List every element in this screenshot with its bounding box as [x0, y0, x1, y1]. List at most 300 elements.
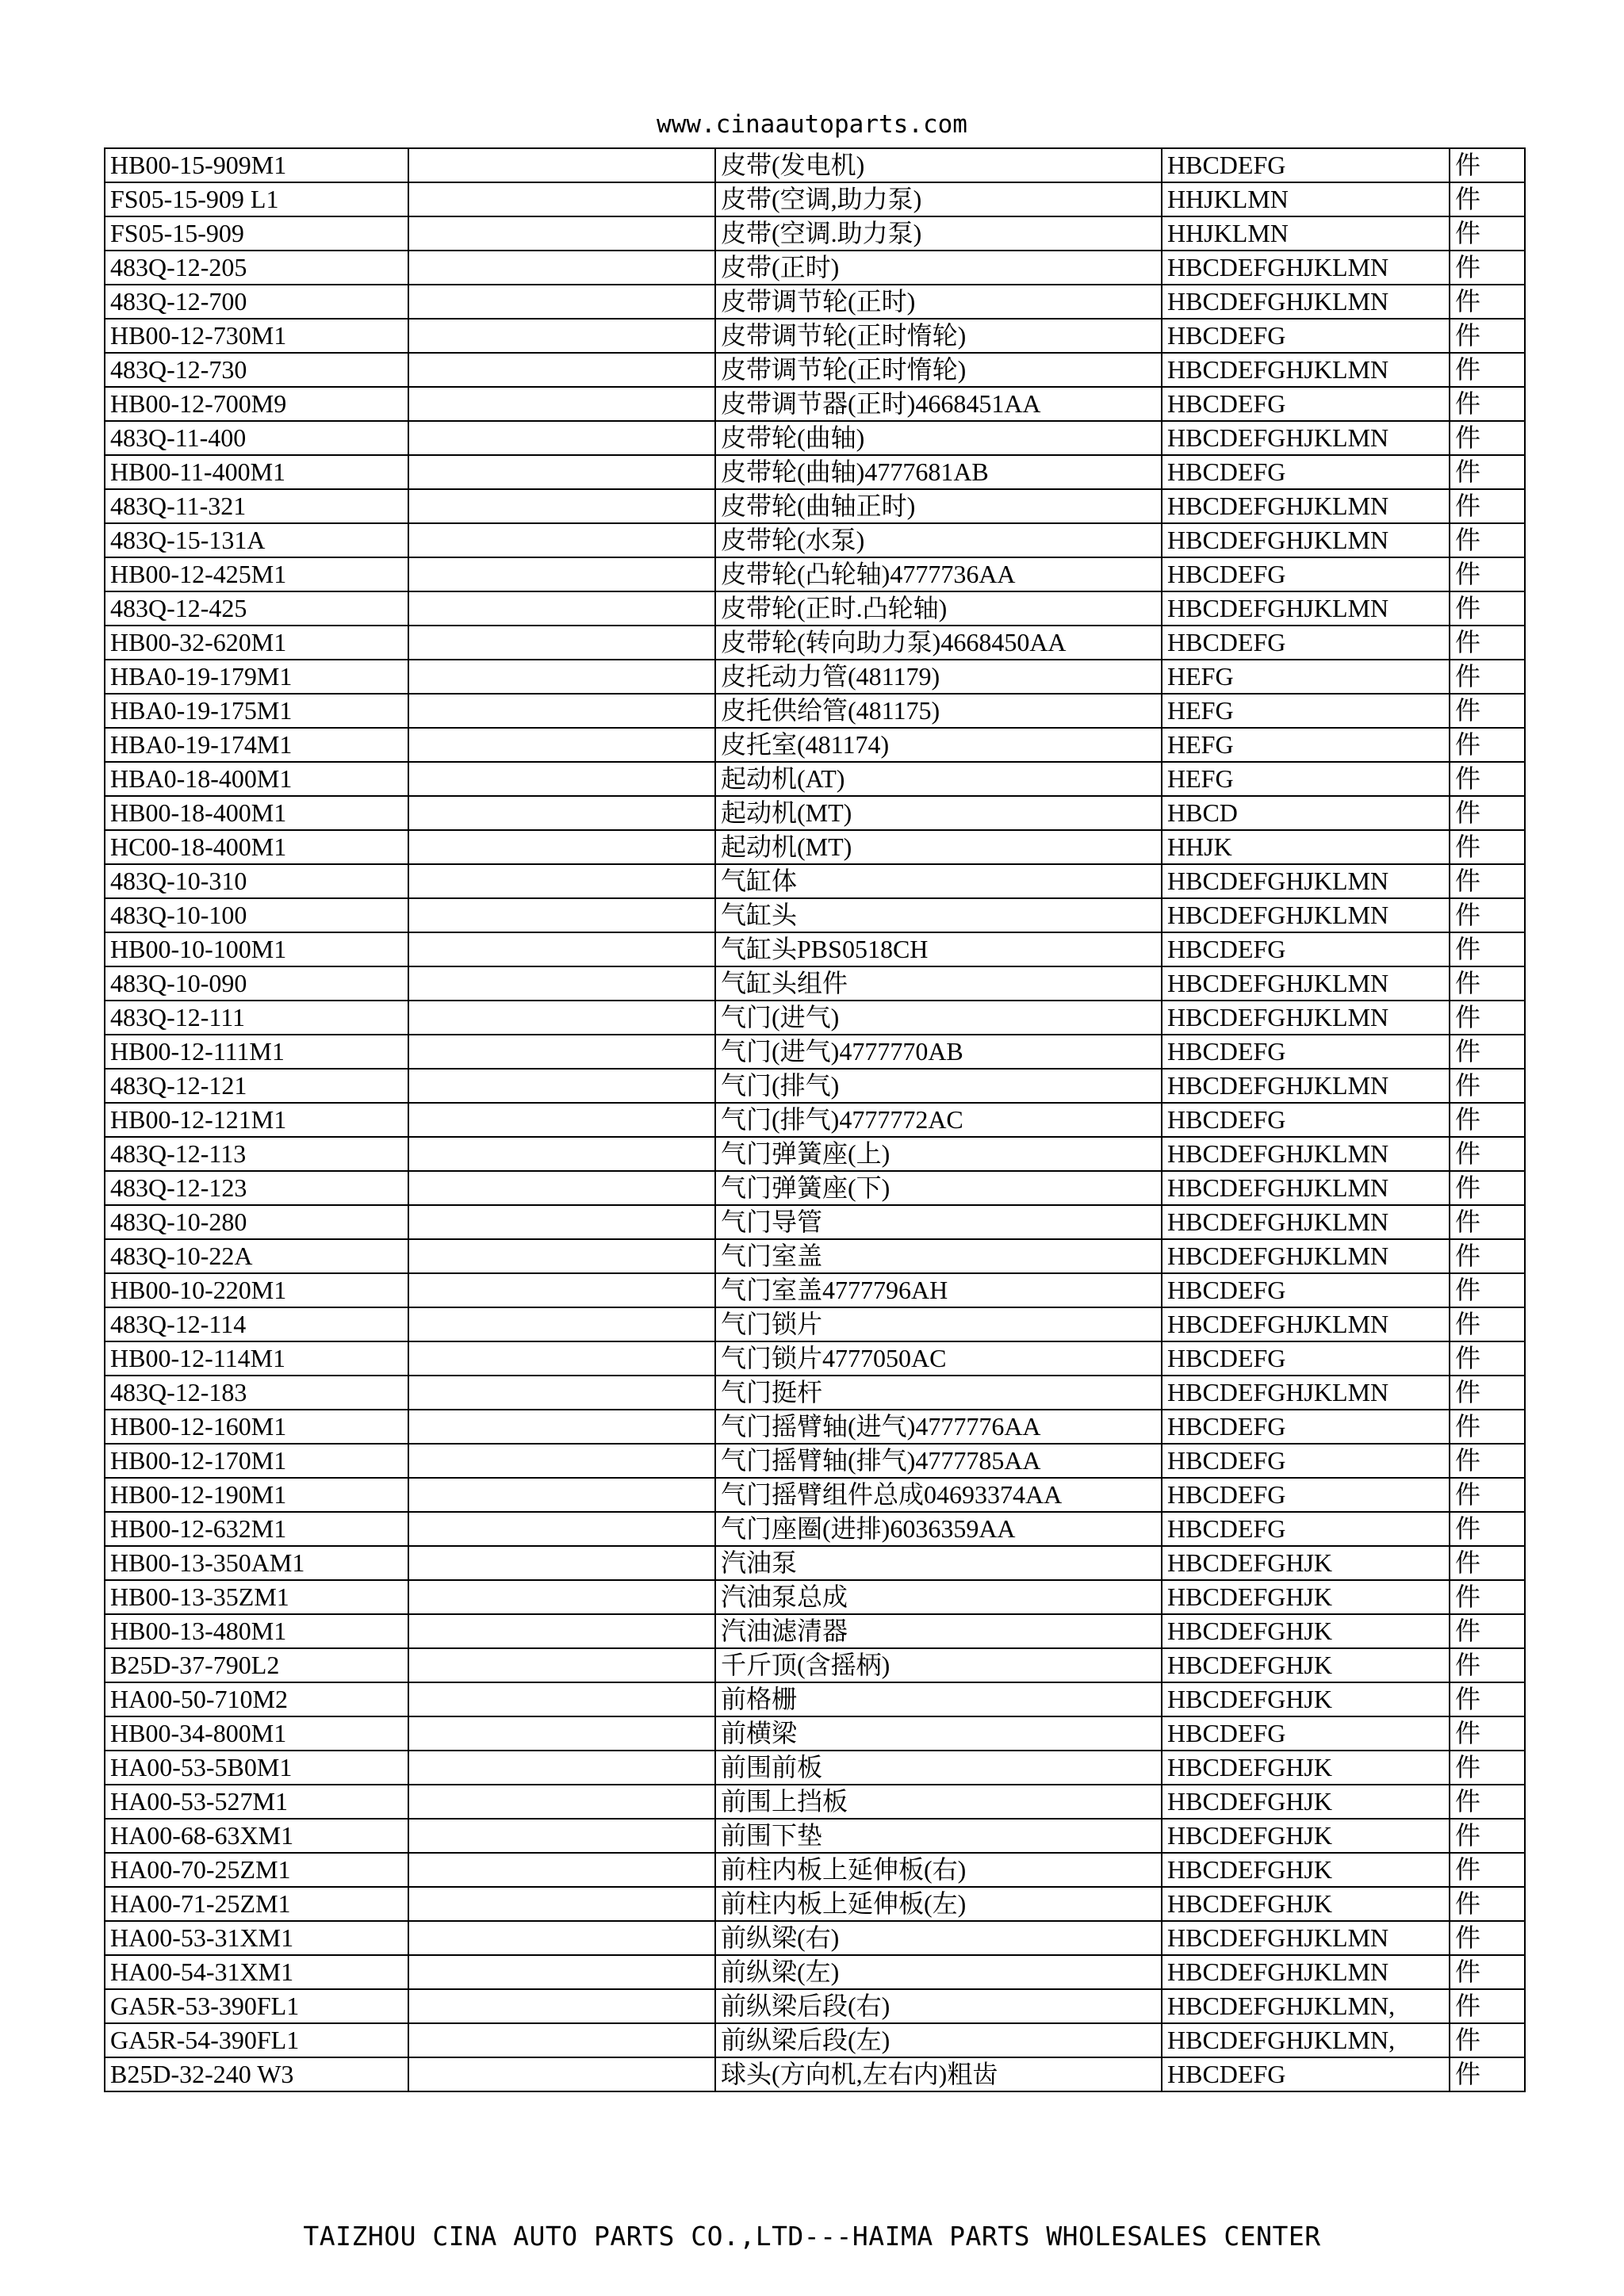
part-name-cell: 前纵梁(左)	[715, 1955, 1162, 1989]
model-code-cell: HBCDEFGHJKLMN	[1162, 353, 1450, 387]
unit-cell: 件	[1450, 216, 1525, 251]
unit-cell: 件	[1450, 251, 1525, 285]
table-row	[105, 1546, 1525, 1580]
part-number-cell: 483Q-10-100	[105, 898, 408, 932]
part-number-cell: 483Q-10-22A	[105, 1239, 408, 1273]
table-row	[105, 1137, 1525, 1171]
table-row	[105, 1512, 1525, 1546]
blank-cell	[408, 762, 715, 796]
model-code-cell: HEFG	[1162, 762, 1450, 796]
table-row	[105, 1444, 1525, 1478]
part-name-cell: 皮带轮(曲轴)	[715, 421, 1162, 455]
model-code-cell: HBCDEFGHJKLMN	[1162, 285, 1450, 319]
blank-cell	[408, 1001, 715, 1035]
blank-cell	[408, 966, 715, 1001]
table-row	[105, 796, 1525, 830]
model-code-cell: HHJKLMN	[1162, 182, 1450, 216]
blank-cell	[408, 1716, 715, 1751]
unit-cell: 件	[1450, 1682, 1525, 1716]
unit-cell: 件	[1450, 1512, 1525, 1546]
part-number-cell: B25D-37-790L2	[105, 1648, 408, 1682]
blank-cell	[408, 2023, 715, 2057]
part-number-cell: HB00-13-480M1	[105, 1614, 408, 1648]
part-name-cell: 前纵梁后段(右)	[715, 1989, 1162, 2023]
blank-cell	[408, 1069, 715, 1103]
part-number-cell: HB00-12-111M1	[105, 1035, 408, 1069]
table-row	[105, 1376, 1525, 1410]
unit-cell: 件	[1450, 148, 1525, 182]
model-code-cell: HBCDEFGHJKLMN	[1162, 251, 1450, 285]
part-name-cell: 气门室盖	[715, 1239, 1162, 1273]
blank-cell	[408, 1273, 715, 1307]
table-row	[105, 455, 1525, 489]
part-number-cell: 483Q-12-123	[105, 1171, 408, 1205]
model-code-cell: HBCDEFG	[1162, 387, 1450, 421]
page-footer: TAIZHOU CINA AUTO PARTS CO.,LTD---HAIMA PARTS WHOLESALES CENTER	[303, 2221, 1321, 2252]
blank-cell	[408, 216, 715, 251]
blank-cell	[408, 1307, 715, 1341]
part-number-cell: 483Q-12-121	[105, 1069, 408, 1103]
part-name-cell: 起动机(MT)	[715, 830, 1162, 864]
table-row	[105, 285, 1525, 319]
part-number-cell: HA00-53-31XM1	[105, 1921, 408, 1955]
blank-cell	[408, 1648, 715, 1682]
model-code-cell: HEFG	[1162, 660, 1450, 694]
part-name-cell: 前横梁	[715, 1716, 1162, 1751]
part-number-cell: 483Q-10-090	[105, 966, 408, 1001]
part-name-cell: 气门锁片	[715, 1307, 1162, 1341]
model-code-cell: HBCDEFG	[1162, 2057, 1450, 2091]
model-code-cell: HBCDEFGHJK	[1162, 1887, 1450, 1921]
model-code-cell: HHJK	[1162, 830, 1450, 864]
table-row	[105, 1239, 1525, 1273]
unit-cell: 件	[1450, 1478, 1525, 1512]
part-number-cell: 483Q-12-113	[105, 1137, 408, 1171]
model-code-cell: HBCDEFGHJKLMN	[1162, 1069, 1450, 1103]
unit-cell: 件	[1450, 591, 1525, 626]
blank-cell	[408, 864, 715, 898]
model-code-cell: HBCDEFGHJKLMN	[1162, 1307, 1450, 1341]
blank-cell	[408, 387, 715, 421]
part-name-cell: 皮带(正时)	[715, 251, 1162, 285]
part-name-cell: 皮托室(481174)	[715, 728, 1162, 762]
model-code-cell: HBCDEFGHJKLMN,	[1162, 2023, 1450, 2057]
part-name-cell: 前柱内板上延伸板(右)	[715, 1853, 1162, 1887]
table-row	[105, 1887, 1525, 1921]
part-number-cell: HA00-50-710M2	[105, 1682, 408, 1716]
unit-cell: 件	[1450, 694, 1525, 728]
table-row	[105, 1648, 1525, 1682]
model-code-cell: HBCDEFGHJKLMN	[1162, 966, 1450, 1001]
part-name-cell: 气门锁片4777050AC	[715, 1341, 1162, 1376]
model-code-cell: HBCDEFG	[1162, 1035, 1450, 1069]
model-code-cell: HBCDEFG	[1162, 455, 1450, 489]
blank-cell	[408, 591, 715, 626]
table-row	[105, 319, 1525, 353]
part-name-cell: 球头(方向机,左右内)粗齿	[715, 2057, 1162, 2091]
part-name-cell: 气缸头	[715, 898, 1162, 932]
unit-cell: 件	[1450, 1580, 1525, 1614]
blank-cell	[408, 353, 715, 387]
blank-cell	[408, 1580, 715, 1614]
model-code-cell: HBCDEFG	[1162, 1444, 1450, 1478]
table-row	[105, 1273, 1525, 1307]
part-number-cell: HA00-53-5B0M1	[105, 1751, 408, 1785]
unit-cell: 件	[1450, 319, 1525, 353]
part-name-cell: 气门弹簧座(下)	[715, 1171, 1162, 1205]
part-number-cell: HC00-18-400M1	[105, 830, 408, 864]
unit-cell: 件	[1450, 932, 1525, 966]
part-name-cell: 皮带(空调,助力泵)	[715, 182, 1162, 216]
part-name-cell: 皮带调节轮(正时惰轮)	[715, 319, 1162, 353]
model-code-cell: HBCDEFGHJKLMN,	[1162, 1989, 1450, 2023]
part-name-cell: 皮带轮(曲轴)4777681AB	[715, 455, 1162, 489]
model-code-cell: HEFG	[1162, 694, 1450, 728]
part-name-cell: 皮带轮(曲轴正时)	[715, 489, 1162, 523]
part-name-cell: 气门导管	[715, 1205, 1162, 1239]
table-row	[105, 830, 1525, 864]
part-name-cell: 皮带轮(水泵)	[715, 523, 1162, 557]
table-row	[105, 660, 1525, 694]
blank-cell	[408, 489, 715, 523]
part-name-cell: 气门挺杆	[715, 1376, 1162, 1410]
unit-cell: 件	[1450, 1989, 1525, 2023]
model-code-cell: HBCDEFG	[1162, 1410, 1450, 1444]
table-row	[105, 1955, 1525, 1989]
part-number-cell: HB00-11-400M1	[105, 455, 408, 489]
part-name-cell: 气门室盖4777796AH	[715, 1273, 1162, 1307]
unit-cell: 件	[1450, 864, 1525, 898]
part-name-cell: 皮带轮(正时.凸轮轴)	[715, 591, 1162, 626]
blank-cell	[408, 1205, 715, 1239]
table-row	[105, 932, 1525, 966]
model-code-cell: HBCDEFG	[1162, 932, 1450, 966]
part-name-cell: 皮带调节轮(正时惰轮)	[715, 353, 1162, 387]
table-row	[105, 1785, 1525, 1819]
part-name-cell: 皮托供给管(481175)	[715, 694, 1162, 728]
table-row	[105, 387, 1525, 421]
table-row	[105, 1580, 1525, 1614]
unit-cell: 件	[1450, 1001, 1525, 1035]
part-name-cell: 前格栅	[715, 1682, 1162, 1716]
blank-cell	[408, 285, 715, 319]
blank-cell	[408, 1137, 715, 1171]
unit-cell: 件	[1450, 421, 1525, 455]
table-row	[105, 216, 1525, 251]
part-number-cell: B25D-32-240 W3	[105, 2057, 408, 2091]
table-row	[105, 557, 1525, 591]
unit-cell: 件	[1450, 660, 1525, 694]
model-code-cell: HBCDEFG	[1162, 1716, 1450, 1751]
table-row	[105, 1819, 1525, 1853]
part-number-cell: GA5R-53-390FL1	[105, 1989, 408, 2023]
table-row	[105, 1069, 1525, 1103]
model-code-cell: HBCDEFGHJK	[1162, 1751, 1450, 1785]
part-name-cell: 气缸体	[715, 864, 1162, 898]
table-row	[105, 966, 1525, 1001]
model-code-cell: HBCDEFGHJK	[1162, 1648, 1450, 1682]
model-code-cell: HBCDEFGHJKLMN	[1162, 591, 1450, 626]
part-number-cell: HB00-10-100M1	[105, 932, 408, 966]
part-number-cell: 483Q-12-114	[105, 1307, 408, 1341]
blank-cell	[408, 1376, 715, 1410]
part-number-cell: GA5R-54-390FL1	[105, 2023, 408, 2057]
table-row	[105, 148, 1525, 182]
model-code-cell: HBCDEFGHJKLMN	[1162, 523, 1450, 557]
part-name-cell: 皮带(空调.助力泵)	[715, 216, 1162, 251]
model-code-cell: HBCDEFG	[1162, 148, 1450, 182]
part-number-cell: HB00-10-220M1	[105, 1273, 408, 1307]
part-name-cell: 气门座圈(进排)6036359AA	[715, 1512, 1162, 1546]
model-code-cell: HBCDEFGHJK	[1162, 1682, 1450, 1716]
blank-cell	[408, 694, 715, 728]
blank-cell	[408, 1103, 715, 1137]
part-name-cell: 气门(进气)	[715, 1001, 1162, 1035]
unit-cell: 件	[1450, 1785, 1525, 1819]
part-number-cell: FS05-15-909	[105, 216, 408, 251]
model-code-cell: HBCDEFG	[1162, 1512, 1450, 1546]
part-name-cell: 气缸头组件	[715, 966, 1162, 1001]
model-code-cell: HBCDEFG	[1162, 319, 1450, 353]
part-number-cell: HB00-32-620M1	[105, 626, 408, 660]
blank-cell	[408, 1682, 715, 1716]
table-row	[105, 1035, 1525, 1069]
part-number-cell: 483Q-11-400	[105, 421, 408, 455]
blank-cell	[408, 1478, 715, 1512]
table-row	[105, 523, 1525, 557]
blank-cell	[408, 626, 715, 660]
unit-cell: 件	[1450, 1853, 1525, 1887]
blank-cell	[408, 1239, 715, 1273]
table-row	[105, 762, 1525, 796]
blank-cell	[408, 1614, 715, 1648]
part-number-cell: HB00-12-700M9	[105, 387, 408, 421]
model-code-cell: HBCDEFG	[1162, 1478, 1450, 1512]
blank-cell	[408, 421, 715, 455]
part-name-cell: 皮带(发电机)	[715, 148, 1162, 182]
blank-cell	[408, 455, 715, 489]
part-name-cell: 汽油泵总成	[715, 1580, 1162, 1614]
part-number-cell: 483Q-15-131A	[105, 523, 408, 557]
part-name-cell: 起动机(AT)	[715, 762, 1162, 796]
table-row	[105, 728, 1525, 762]
blank-cell	[408, 182, 715, 216]
table-row	[105, 489, 1525, 523]
blank-cell	[408, 1512, 715, 1546]
blank-cell	[408, 796, 715, 830]
part-name-cell: 气门摇臂轴(进气)4777776AA	[715, 1410, 1162, 1444]
table-row	[105, 1716, 1525, 1751]
unit-cell: 件	[1450, 1410, 1525, 1444]
blank-cell	[408, 1785, 715, 1819]
part-number-cell: 483Q-12-425	[105, 591, 408, 626]
part-name-cell: 气门(进气)4777770AB	[715, 1035, 1162, 1069]
part-number-cell: HB00-18-400M1	[105, 796, 408, 830]
blank-cell	[408, 1819, 715, 1853]
part-name-cell: 汽油泵	[715, 1546, 1162, 1580]
unit-cell: 件	[1450, 1205, 1525, 1239]
unit-cell: 件	[1450, 489, 1525, 523]
unit-cell: 件	[1450, 1614, 1525, 1648]
table-row	[105, 1614, 1525, 1648]
part-number-cell: HB00-12-632M1	[105, 1512, 408, 1546]
part-number-cell: HBA0-19-175M1	[105, 694, 408, 728]
part-number-cell: HB00-12-190M1	[105, 1478, 408, 1512]
table-row	[105, 1921, 1525, 1955]
unit-cell: 件	[1450, 285, 1525, 319]
table-row	[105, 1751, 1525, 1785]
table-row	[105, 2057, 1525, 2091]
unit-cell: 件	[1450, 1341, 1525, 1376]
blank-cell	[408, 319, 715, 353]
table-row	[105, 694, 1525, 728]
unit-cell: 件	[1450, 1069, 1525, 1103]
blank-cell	[408, 1751, 715, 1785]
parts-table	[104, 147, 1526, 2092]
table-row	[105, 182, 1525, 216]
unit-cell: 件	[1450, 1376, 1525, 1410]
part-name-cell: 皮带轮(转向助力泵)4668450AA	[715, 626, 1162, 660]
model-code-cell: HBCDEFG	[1162, 1341, 1450, 1376]
part-name-cell: 前围上挡板	[715, 1785, 1162, 1819]
model-code-cell: HHJKLMN	[1162, 216, 1450, 251]
unit-cell: 件	[1450, 1716, 1525, 1751]
table-row	[105, 864, 1525, 898]
part-number-cell: HB00-12-425M1	[105, 557, 408, 591]
part-number-cell: 483Q-12-700	[105, 285, 408, 319]
model-code-cell: HBCD	[1162, 796, 1450, 830]
blank-cell	[408, 1341, 715, 1376]
part-number-cell: HA00-71-25ZM1	[105, 1887, 408, 1921]
part-number-cell: HB00-12-730M1	[105, 319, 408, 353]
part-name-cell: 皮带轮(凸轮轴)4777736AA	[715, 557, 1162, 591]
unit-cell: 件	[1450, 1103, 1525, 1137]
model-code-cell: HBCDEFGHJK	[1162, 1614, 1450, 1648]
page-header-url: www.cinaautoparts.com	[657, 110, 967, 139]
unit-cell: 件	[1450, 1648, 1525, 1682]
blank-cell	[408, 1546, 715, 1580]
unit-cell: 件	[1450, 1921, 1525, 1955]
part-number-cell: 483Q-12-183	[105, 1376, 408, 1410]
unit-cell: 件	[1450, 1239, 1525, 1273]
blank-cell	[408, 830, 715, 864]
unit-cell: 件	[1450, 2057, 1525, 2091]
unit-cell: 件	[1450, 1273, 1525, 1307]
model-code-cell: HBCDEFGHJKLMN	[1162, 1001, 1450, 1035]
part-number-cell: HB00-12-121M1	[105, 1103, 408, 1137]
part-name-cell: 皮托动力管(481179)	[715, 660, 1162, 694]
unit-cell: 件	[1450, 455, 1525, 489]
part-number-cell: HB00-34-800M1	[105, 1716, 408, 1751]
part-number-cell: HA00-53-527M1	[105, 1785, 408, 1819]
part-number-cell: FS05-15-909 L1	[105, 182, 408, 216]
part-number-cell: HA00-54-31XM1	[105, 1955, 408, 1989]
part-name-cell: 气门(排气)4777772AC	[715, 1103, 1162, 1137]
table-row	[105, 1205, 1525, 1239]
part-name-cell: 皮带调节器(正时)4668451AA	[715, 387, 1162, 421]
model-code-cell: HBCDEFGHJK	[1162, 1819, 1450, 1853]
part-number-cell: HB00-12-160M1	[105, 1410, 408, 1444]
model-code-cell: HBCDEFG	[1162, 1103, 1450, 1137]
part-number-cell: HB00-13-35ZM1	[105, 1580, 408, 1614]
table-row	[105, 1171, 1525, 1205]
part-name-cell: 前围下垫	[715, 1819, 1162, 1853]
table-row	[105, 591, 1525, 626]
unit-cell: 件	[1450, 1035, 1525, 1069]
unit-cell: 件	[1450, 1819, 1525, 1853]
table-row	[105, 2023, 1525, 2057]
unit-cell: 件	[1450, 557, 1525, 591]
part-number-cell: 483Q-12-205	[105, 251, 408, 285]
blank-cell	[408, 1410, 715, 1444]
model-code-cell: HEFG	[1162, 728, 1450, 762]
table-row	[105, 1410, 1525, 1444]
model-code-cell: HBCDEFGHJKLMN	[1162, 1239, 1450, 1273]
unit-cell: 件	[1450, 830, 1525, 864]
part-number-cell: HB00-12-114M1	[105, 1341, 408, 1376]
unit-cell: 件	[1450, 1546, 1525, 1580]
table-row	[105, 898, 1525, 932]
unit-cell: 件	[1450, 796, 1525, 830]
unit-cell: 件	[1450, 353, 1525, 387]
parts-table-body	[105, 148, 1525, 2091]
blank-cell	[408, 523, 715, 557]
part-number-cell: HBA0-19-179M1	[105, 660, 408, 694]
part-number-cell: 483Q-10-310	[105, 864, 408, 898]
model-code-cell: HBCDEFGHJK	[1162, 1853, 1450, 1887]
model-code-cell: HBCDEFGHJKLMN	[1162, 489, 1450, 523]
table-row	[105, 1853, 1525, 1887]
part-name-cell: 前柱内板上延伸板(左)	[715, 1887, 1162, 1921]
unit-cell: 件	[1450, 1137, 1525, 1171]
table-row	[105, 251, 1525, 285]
part-name-cell: 气门弹簧座(上)	[715, 1137, 1162, 1171]
table-row	[105, 1307, 1525, 1341]
model-code-cell: HBCDEFGHJK	[1162, 1580, 1450, 1614]
table-row	[105, 1001, 1525, 1035]
blank-cell	[408, 148, 715, 182]
table-row	[105, 626, 1525, 660]
part-number-cell: HBA0-19-174M1	[105, 728, 408, 762]
part-name-cell: 千斤顶(含摇柄)	[715, 1648, 1162, 1682]
part-number-cell: HA00-68-63XM1	[105, 1819, 408, 1853]
unit-cell: 件	[1450, 1307, 1525, 1341]
table-row	[105, 1103, 1525, 1137]
model-code-cell: HBCDEFGHJKLMN	[1162, 421, 1450, 455]
part-name-cell: 起动机(MT)	[715, 796, 1162, 830]
model-code-cell: HBCDEFG	[1162, 557, 1450, 591]
blank-cell	[408, 660, 715, 694]
part-number-cell: HBA0-18-400M1	[105, 762, 408, 796]
blank-cell	[408, 1444, 715, 1478]
table-row	[105, 1989, 1525, 2023]
unit-cell: 件	[1450, 182, 1525, 216]
model-code-cell: HBCDEFGHJKLMN	[1162, 1171, 1450, 1205]
model-code-cell: HBCDEFG	[1162, 626, 1450, 660]
model-code-cell: HBCDEFGHJK	[1162, 1785, 1450, 1819]
unit-cell: 件	[1450, 762, 1525, 796]
table-row	[105, 421, 1525, 455]
unit-cell: 件	[1450, 1887, 1525, 1921]
unit-cell: 件	[1450, 387, 1525, 421]
part-number-cell: HB00-15-909M1	[105, 148, 408, 182]
part-number-cell: 483Q-12-111	[105, 1001, 408, 1035]
blank-cell	[408, 1171, 715, 1205]
table-row	[105, 1478, 1525, 1512]
unit-cell: 件	[1450, 1955, 1525, 1989]
model-code-cell: HBCDEFGHJKLMN	[1162, 864, 1450, 898]
blank-cell	[408, 728, 715, 762]
